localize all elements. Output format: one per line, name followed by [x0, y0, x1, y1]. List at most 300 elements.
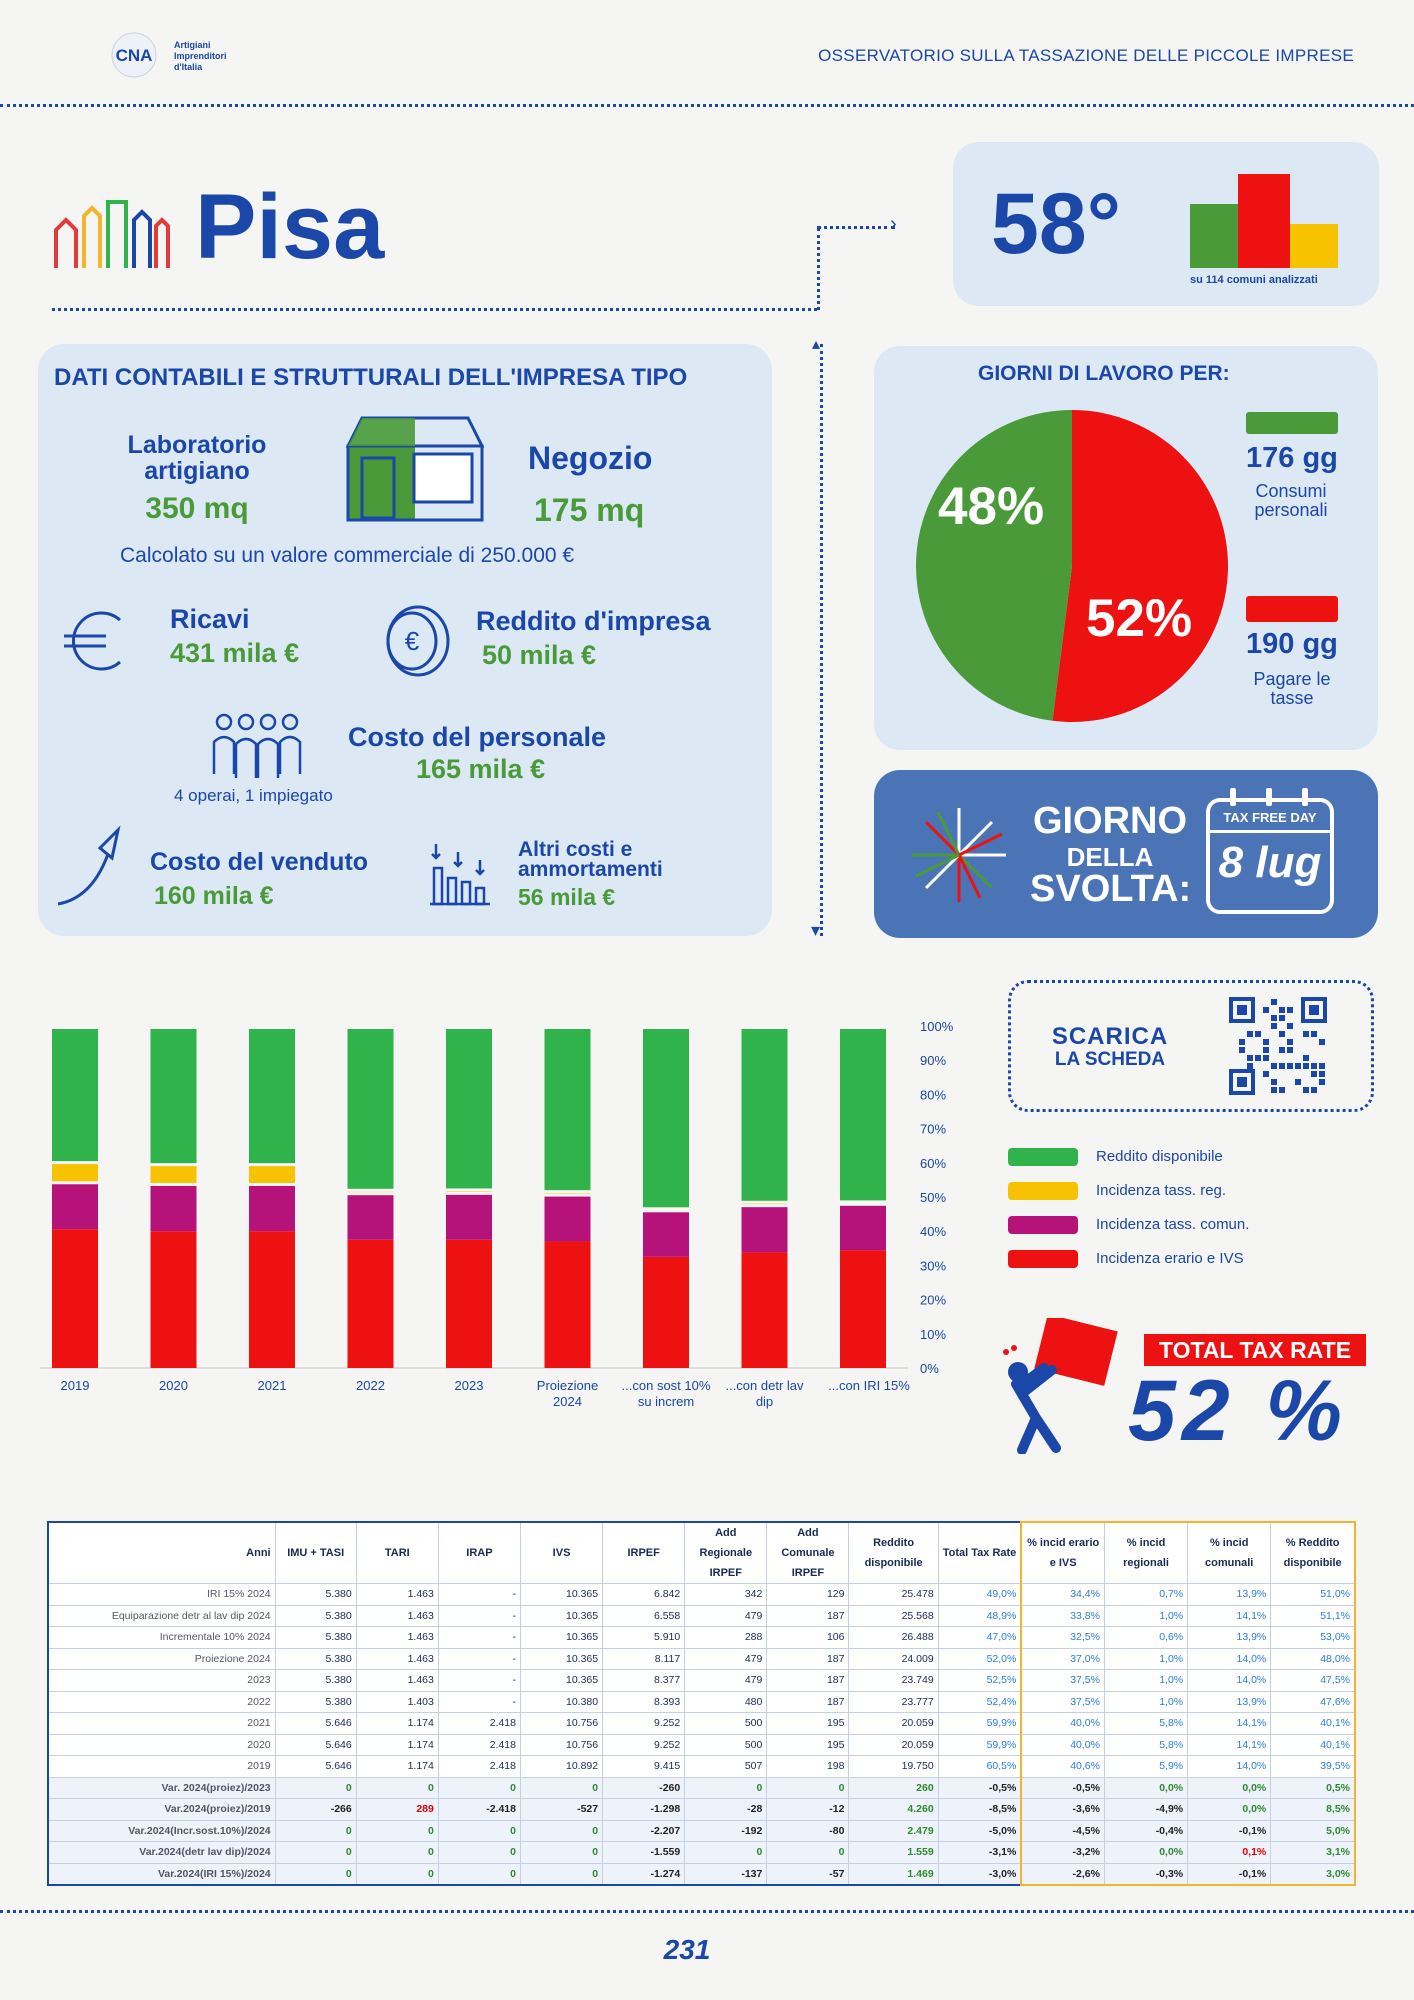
- personale-label: Costo del personale: [348, 722, 607, 752]
- altri-label: Altri costi e ammortamenti: [518, 838, 663, 881]
- table-cell: 0,7%: [1104, 1584, 1187, 1606]
- table-cell: 0: [520, 1777, 602, 1799]
- table-cell: 34,4%: [1021, 1584, 1104, 1606]
- x-tick-label: 2022: [356, 1378, 385, 1393]
- negozio-label: Negozio: [528, 440, 653, 476]
- table-cell: 5.380: [275, 1691, 356, 1713]
- bar-segment: [249, 1166, 295, 1183]
- table-cell: 10.365: [520, 1627, 602, 1649]
- bar-segment: [545, 1241, 591, 1368]
- table-cell: 187: [767, 1605, 849, 1627]
- y-tick-label: 100%: [920, 1019, 954, 1034]
- impresa-title: DATI CONTABILI E STRUTTURALI DELL'IMPRESA TIPO: [54, 364, 688, 391]
- table-cell: 5.380: [275, 1648, 356, 1670]
- table-cell: -: [438, 1648, 520, 1670]
- table-cell: 1,0%: [1104, 1670, 1187, 1692]
- table-cell: 40,6%: [1021, 1756, 1104, 1778]
- table-cell: 9.252: [603, 1713, 685, 1735]
- table-cell: 47,5%: [1271, 1670, 1355, 1692]
- table-header: Anni: [48, 1522, 275, 1584]
- table-cell: 48,9%: [938, 1605, 1021, 1627]
- table-cell: 26.488: [849, 1627, 938, 1649]
- table-cell: 37,5%: [1021, 1691, 1104, 1713]
- table-cell: 6.842: [603, 1584, 685, 1606]
- table-cell: 2.418: [438, 1756, 520, 1778]
- legend-label-comun: Incidenza tass. comun.: [1096, 1216, 1250, 1233]
- x-tick-label: Proiezione: [536, 1378, 599, 1393]
- y-tick-label: 50%: [920, 1190, 947, 1205]
- tax-composition-bar-chart: [40, 1010, 960, 1420]
- table-cell: 260: [849, 1777, 938, 1799]
- table-cell: 479: [685, 1648, 767, 1670]
- table-cell: 3,0%: [1271, 1863, 1355, 1885]
- bar-segment: [742, 1252, 788, 1368]
- table-cell: 500: [685, 1734, 767, 1756]
- table-cell: 0: [520, 1842, 602, 1864]
- table-cell: -192: [685, 1820, 767, 1842]
- table-cell: Var.2024(Incr.sost.10%)/2024: [48, 1820, 275, 1842]
- bar-segment: [52, 1029, 98, 1161]
- y-tick-label: 40%: [920, 1224, 947, 1240]
- table-cell: -2,6%: [1021, 1863, 1104, 1885]
- table-header: Total Tax Rate: [938, 1522, 1021, 1584]
- x-tick-label: su increm: [637, 1394, 695, 1409]
- table-cell: 1.463: [356, 1627, 438, 1649]
- table-cell: 4.260: [849, 1799, 938, 1821]
- table-cell: IRI 15% 2024: [48, 1584, 275, 1606]
- table-cell: -527: [520, 1799, 602, 1821]
- table-cell: 1.463: [356, 1670, 438, 1692]
- scarica-line2: LA SCHEDA: [1054, 1049, 1166, 1070]
- table-row: [48, 1713, 1355, 1735]
- table-cell: 13,9%: [1188, 1691, 1271, 1713]
- table-header: % Reddito disponibile: [1271, 1522, 1355, 1584]
- header-title: OSSERVATORIO SULLA TASSAZIONE DELLE PICCOLE IMPRESE: [818, 46, 1354, 65]
- table-cell: 0,5%: [1271, 1777, 1355, 1799]
- table-cell: 1,0%: [1104, 1605, 1187, 1627]
- bar-segment: [151, 1029, 197, 1163]
- bar-segment: [348, 1240, 394, 1368]
- table-cell: 289: [356, 1799, 438, 1821]
- table-header: Add Comunale IRPEF: [767, 1522, 849, 1584]
- bar-segment: [348, 1029, 394, 1189]
- table-cell: -57: [767, 1863, 849, 1885]
- table-cell: 106: [767, 1627, 849, 1649]
- table-cell: 5.380: [275, 1627, 356, 1649]
- table-cell: 288: [685, 1627, 767, 1649]
- table-cell: -28: [685, 1799, 767, 1821]
- table-cell: 23.777: [849, 1691, 938, 1713]
- table-cell: Var.2024(proiez)/2019: [48, 1799, 275, 1821]
- logo-sub-1: Artigiani: [174, 40, 211, 50]
- bar-segment: [151, 1231, 197, 1368]
- table-cell: -137: [685, 1863, 767, 1885]
- table-cell: 2019: [48, 1756, 275, 1778]
- arrow-down-icon: ▾: [811, 920, 821, 940]
- giorni-title: GIORNI DI LAVORO PER:: [978, 362, 1230, 385]
- table-cell: -0,4%: [1104, 1820, 1187, 1842]
- table-cell: 10.365: [520, 1605, 602, 1627]
- table-row: [48, 1820, 1355, 1842]
- table-cell: 1.174: [356, 1734, 438, 1756]
- table-cell: 0,0%: [1188, 1799, 1271, 1821]
- table-cell: 1.174: [356, 1756, 438, 1778]
- bar-segment: [446, 1240, 492, 1368]
- table-cell: 8.377: [603, 1670, 685, 1692]
- table-cell: 500: [685, 1713, 767, 1735]
- x-tick-label: ...con detr lav: [725, 1378, 804, 1393]
- svg-text:€: €: [404, 626, 420, 656]
- table-cell: 6.558: [603, 1605, 685, 1627]
- personale-value: 165 mila €: [416, 754, 546, 784]
- table-cell: 52,4%: [938, 1691, 1021, 1713]
- table-cell: 14,0%: [1188, 1648, 1271, 1670]
- bar-segment: [742, 1207, 788, 1252]
- legend-label-reg: Incidenza tass. reg.: [1096, 1182, 1227, 1199]
- table-cell: 5.380: [275, 1670, 356, 1692]
- table-cell: 13,9%: [1188, 1627, 1271, 1649]
- table-cell: 47,0%: [938, 1627, 1021, 1649]
- table-cell: 2020: [48, 1734, 275, 1756]
- table-row: [48, 1842, 1355, 1864]
- cna-logo: [104, 30, 254, 80]
- table-cell: 10.365: [520, 1648, 602, 1670]
- table-cell: 52,0%: [938, 1648, 1021, 1670]
- svg-text:CNA: CNA: [115, 46, 153, 65]
- legend-swatch-tasse: [1246, 596, 1338, 622]
- table-cell: 1,0%: [1104, 1648, 1187, 1670]
- table-header: Reddito disponibile: [849, 1522, 938, 1584]
- consumi-label: Consumi personali: [1254, 481, 1328, 520]
- table-cell: -1.274: [603, 1863, 685, 1885]
- arrow-up-tick-icon: ▴: [812, 336, 821, 353]
- table-cell: 1.463: [356, 1605, 438, 1627]
- table-cell: 342: [685, 1584, 767, 1606]
- table-cell: -80: [767, 1820, 849, 1842]
- table-cell: 2021: [48, 1713, 275, 1735]
- pie-slice-tasse: [1052, 410, 1228, 722]
- table-cell: -3,2%: [1021, 1842, 1104, 1864]
- legend-label-erario: Incidenza erario e IVS: [1096, 1250, 1244, 1267]
- tasse-days: 190 gg: [1246, 628, 1338, 660]
- svolta-line2: DELLA: [1066, 842, 1154, 872]
- table-cell: 14,0%: [1188, 1756, 1271, 1778]
- consumi-days: 176 gg: [1246, 442, 1338, 474]
- table-cell: 32,5%: [1021, 1627, 1104, 1649]
- table-cell: 8.117: [603, 1648, 685, 1670]
- table-cell: 37,0%: [1021, 1648, 1104, 1670]
- table-cell: 1.463: [356, 1648, 438, 1670]
- scarica-line1: SCARICA: [1051, 1023, 1169, 1050]
- table-cell: -: [438, 1584, 520, 1606]
- table-cell: 1.403: [356, 1691, 438, 1713]
- table-header: TARI: [356, 1522, 438, 1584]
- x-tick-label: ...con sost 10%: [621, 1378, 711, 1393]
- table-cell: 0: [685, 1842, 767, 1864]
- euro-icon: [62, 606, 132, 676]
- bar-segment: [643, 1212, 689, 1257]
- table-cell: -: [438, 1691, 520, 1713]
- negozio-value: 175 mq: [534, 492, 645, 528]
- bar-segment: [742, 1029, 788, 1201]
- table-cell: 480: [685, 1691, 767, 1713]
- table-cell: -4,5%: [1021, 1820, 1104, 1842]
- y-tick-label: 30%: [920, 1258, 947, 1274]
- table-cell: 0,6%: [1104, 1627, 1187, 1649]
- table-header: Add Regionale IRPEF: [685, 1522, 767, 1584]
- calendar-icon: [1206, 798, 1334, 914]
- table-cell: 0: [356, 1820, 438, 1842]
- table-cell: Var.2024(detr lav dip)/2024: [48, 1842, 275, 1864]
- chart-legend: [1008, 1146, 1308, 1286]
- table-cell: 5,0%: [1271, 1820, 1355, 1842]
- table-cell: 51,0%: [1271, 1584, 1355, 1606]
- table-cell: 2022: [48, 1691, 275, 1713]
- table-cell: 40,0%: [1021, 1713, 1104, 1735]
- bar-segment: [643, 1257, 689, 1368]
- table-cell: 5.646: [275, 1713, 356, 1735]
- table-row: [48, 1777, 1355, 1799]
- table-cell: 53,0%: [1271, 1627, 1355, 1649]
- pie-label-tasse: 52%: [1086, 589, 1193, 648]
- bar-segment: [840, 1250, 886, 1368]
- legend-swatch-comun: [1008, 1216, 1078, 1234]
- table-cell: 187: [767, 1648, 849, 1670]
- bar-segment: [840, 1029, 886, 1200]
- costs-chart-icon: [428, 838, 494, 910]
- legend-swatch-consumi: [1246, 412, 1338, 434]
- table-cell: 10.892: [520, 1756, 602, 1778]
- shop-building-icon: [344, 414, 486, 522]
- table-cell: -2.418: [438, 1799, 520, 1821]
- venduto-label: Costo del venduto: [150, 848, 369, 876]
- bar-segment: [348, 1195, 394, 1240]
- table-cell: 10.756: [520, 1713, 602, 1735]
- table-cell: 10.380: [520, 1691, 602, 1713]
- altri-value: 56 mila €: [518, 884, 616, 910]
- table-cell: 51,1%: [1271, 1605, 1355, 1627]
- people-group-icon: [210, 712, 314, 786]
- table-cell: 25.568: [849, 1605, 938, 1627]
- bar-segment: [52, 1184, 98, 1229]
- ranking-bars-icon: [1190, 174, 1340, 274]
- table-cell: 0: [275, 1777, 356, 1799]
- table-row: [48, 1799, 1355, 1821]
- table-cell: 3,1%: [1271, 1842, 1355, 1864]
- y-tick-label: 0%: [920, 1361, 939, 1376]
- table-cell: Var.2024(IRI 15%)/2024: [48, 1863, 275, 1885]
- table-cell: 47,6%: [1271, 1691, 1355, 1713]
- table-cell: -5,0%: [938, 1820, 1021, 1842]
- table-row: [48, 1670, 1355, 1692]
- euro-coin-icon: [382, 602, 452, 680]
- table-cell: 5.380: [275, 1605, 356, 1627]
- table-cell: 1.463: [356, 1584, 438, 1606]
- ranking-panel: [953, 142, 1379, 306]
- table-cell: 5.910: [603, 1627, 685, 1649]
- table-cell: -3,0%: [938, 1863, 1021, 1885]
- table-cell: 13,9%: [1188, 1584, 1271, 1606]
- table-header: IRPEF: [603, 1522, 685, 1584]
- bar-segment: [249, 1231, 295, 1368]
- y-tick-label: 20%: [920, 1292, 947, 1308]
- total-tax-value: 52 %: [1128, 1363, 1349, 1459]
- table-cell: 10.365: [520, 1670, 602, 1692]
- x-tick-label: ...con IRI 15%: [828, 1378, 910, 1393]
- table-cell: -266: [275, 1799, 356, 1821]
- bar-segment: [643, 1029, 689, 1207]
- table-cell: 0: [438, 1842, 520, 1864]
- page-number: 231: [663, 1934, 711, 1965]
- table-cell: 0: [520, 1820, 602, 1842]
- table-row: [48, 1584, 1355, 1606]
- svolta-panel: [874, 770, 1378, 938]
- table-cell: -3,1%: [938, 1842, 1021, 1864]
- table-cell: 1.174: [356, 1713, 438, 1735]
- table-cell: 37,5%: [1021, 1670, 1104, 1692]
- table-cell: -12: [767, 1799, 849, 1821]
- table-cell: 24.009: [849, 1648, 938, 1670]
- table-cell: -2.207: [603, 1820, 685, 1842]
- x-tick-label: 2021: [257, 1378, 287, 1393]
- table-cell: 9.252: [603, 1734, 685, 1756]
- venduto-value: 160 mila €: [154, 882, 274, 910]
- table-cell: 0: [356, 1777, 438, 1799]
- table-cell: -1.559: [603, 1842, 685, 1864]
- svolta-line3: SVOLTA:: [1030, 868, 1192, 910]
- impresa-panel: [38, 344, 772, 936]
- table-cell: 40,0%: [1021, 1734, 1104, 1756]
- table-cell: Var. 2024(proiez)/2023: [48, 1777, 275, 1799]
- table-cell: 0,0%: [1104, 1777, 1187, 1799]
- table-row: [48, 1734, 1355, 1756]
- tax-data-table: [47, 1521, 1356, 1886]
- y-tick-label: 60%: [920, 1155, 947, 1171]
- table-cell: 52,5%: [938, 1670, 1021, 1692]
- bar-segment: [446, 1029, 492, 1188]
- legend-swatch-reg: [1008, 1182, 1078, 1200]
- y-tick-label: 90%: [920, 1053, 947, 1069]
- table-cell: 33,8%: [1021, 1605, 1104, 1627]
- table-cell: 0: [356, 1842, 438, 1864]
- table-cell: -8,5%: [938, 1799, 1021, 1821]
- table-cell: 1,0%: [1104, 1691, 1187, 1713]
- table-cell: 14,1%: [1188, 1605, 1271, 1627]
- ricavi-label: Ricavi: [170, 604, 250, 634]
- table-header: IRAP: [438, 1522, 520, 1584]
- table-cell: 40,1%: [1271, 1734, 1355, 1756]
- table-cell: -0,3%: [1104, 1863, 1187, 1885]
- qr-code-icon[interactable]: [1229, 997, 1329, 1097]
- table-cell: 23.749: [849, 1670, 938, 1692]
- table-cell: -260: [603, 1777, 685, 1799]
- table-cell: -0,1%: [1188, 1863, 1271, 1885]
- giorni-pie: [916, 410, 1228, 722]
- table-cell: 19.750: [849, 1756, 938, 1778]
- x-tick-label: 2024: [553, 1394, 582, 1409]
- table-cell: 5.646: [275, 1734, 356, 1756]
- table-cell: 0: [438, 1863, 520, 1885]
- table-cell: -1.298: [603, 1799, 685, 1821]
- x-tick-label: dip: [755, 1394, 774, 1409]
- table-cell: 25.478: [849, 1584, 938, 1606]
- table-cell: 479: [685, 1605, 767, 1627]
- table-cell: Equiparazione detr al lav dip 2024: [48, 1605, 275, 1627]
- ricavi-value: 431 mila €: [170, 638, 300, 668]
- table-cell: 2.479: [849, 1820, 938, 1842]
- table-cell: -0,5%: [938, 1777, 1021, 1799]
- ranking-note: su 114 comuni analizzati: [1190, 274, 1318, 286]
- table-cell: -3,6%: [1021, 1799, 1104, 1821]
- pie-label-consumi: 48%: [938, 477, 1045, 536]
- legend-label-reddito: Reddito disponibile: [1096, 1148, 1223, 1165]
- table-cell: 187: [767, 1670, 849, 1692]
- table-cell: 0: [356, 1863, 438, 1885]
- bar-segment: [151, 1166, 197, 1183]
- table-cell: 14,0%: [1188, 1670, 1271, 1692]
- arrow-right-icon: ›: [890, 213, 897, 235]
- table-header: IVS: [520, 1522, 602, 1584]
- scarica-box[interactable]: [1008, 980, 1374, 1112]
- valore-note: Calcolato su un valore commerciale di 250.000 €: [120, 544, 575, 567]
- bar-segment: [840, 1206, 886, 1251]
- table-cell: 59,9%: [938, 1734, 1021, 1756]
- table-cell: 0,0%: [1104, 1842, 1187, 1864]
- table-cell: Incrementale 10% 2024: [48, 1627, 275, 1649]
- city-skyline-icon: [52, 190, 172, 272]
- tax-free-day-badge: TAX FREE DAY: [1223, 810, 1317, 825]
- table-cell: 198: [767, 1756, 849, 1778]
- cna-logo-icon: [104, 30, 164, 80]
- table-cell: 195: [767, 1734, 849, 1756]
- table-cell: 187: [767, 1691, 849, 1713]
- table-cell: 0: [767, 1777, 849, 1799]
- table-cell: 14,1%: [1188, 1713, 1271, 1735]
- tax-free-date: 8 lug: [1218, 838, 1322, 887]
- table-cell: 5.380: [275, 1584, 356, 1606]
- personale-note: 4 operai, 1 impiegato: [174, 786, 333, 805]
- y-tick-label: 10%: [920, 1326, 947, 1342]
- total-tax-label: TOTAL TAX RATE: [1144, 1334, 1366, 1366]
- lab-label: Laboratorio artigiano: [127, 431, 267, 485]
- logo-sub-2: Imprenditori: [174, 51, 227, 61]
- table-cell: 0: [438, 1820, 520, 1842]
- x-tick-label: 2020: [159, 1378, 188, 1393]
- table-cell: 59,9%: [938, 1713, 1021, 1735]
- bar-segment: [52, 1164, 98, 1181]
- table-cell: -4,9%: [1104, 1799, 1187, 1821]
- table-row: [48, 1627, 1355, 1649]
- table-cell: 20.059: [849, 1734, 938, 1756]
- rocket-trend-icon: [52, 824, 132, 910]
- table-cell: 14,1%: [1188, 1734, 1271, 1756]
- legend-swatch-erario: [1008, 1250, 1078, 1268]
- x-tick-label: 2019: [60, 1378, 90, 1393]
- table-cell: 0,0%: [1188, 1777, 1271, 1799]
- giorni-panel: [874, 346, 1378, 750]
- table-cell: 5,8%: [1104, 1734, 1187, 1756]
- table-cell: 5.646: [275, 1756, 356, 1778]
- x-tick-label: 2023: [454, 1378, 484, 1393]
- table-cell: -0,1%: [1188, 1820, 1271, 1842]
- svolta-line1: GIORNO: [1032, 800, 1188, 842]
- table-cell: 0: [275, 1820, 356, 1842]
- table-row: [48, 1691, 1355, 1713]
- table-cell: 195: [767, 1713, 849, 1735]
- table-header: % incid regionali: [1104, 1522, 1187, 1584]
- table-cell: 0: [438, 1777, 520, 1799]
- bar-segment: [446, 1195, 492, 1240]
